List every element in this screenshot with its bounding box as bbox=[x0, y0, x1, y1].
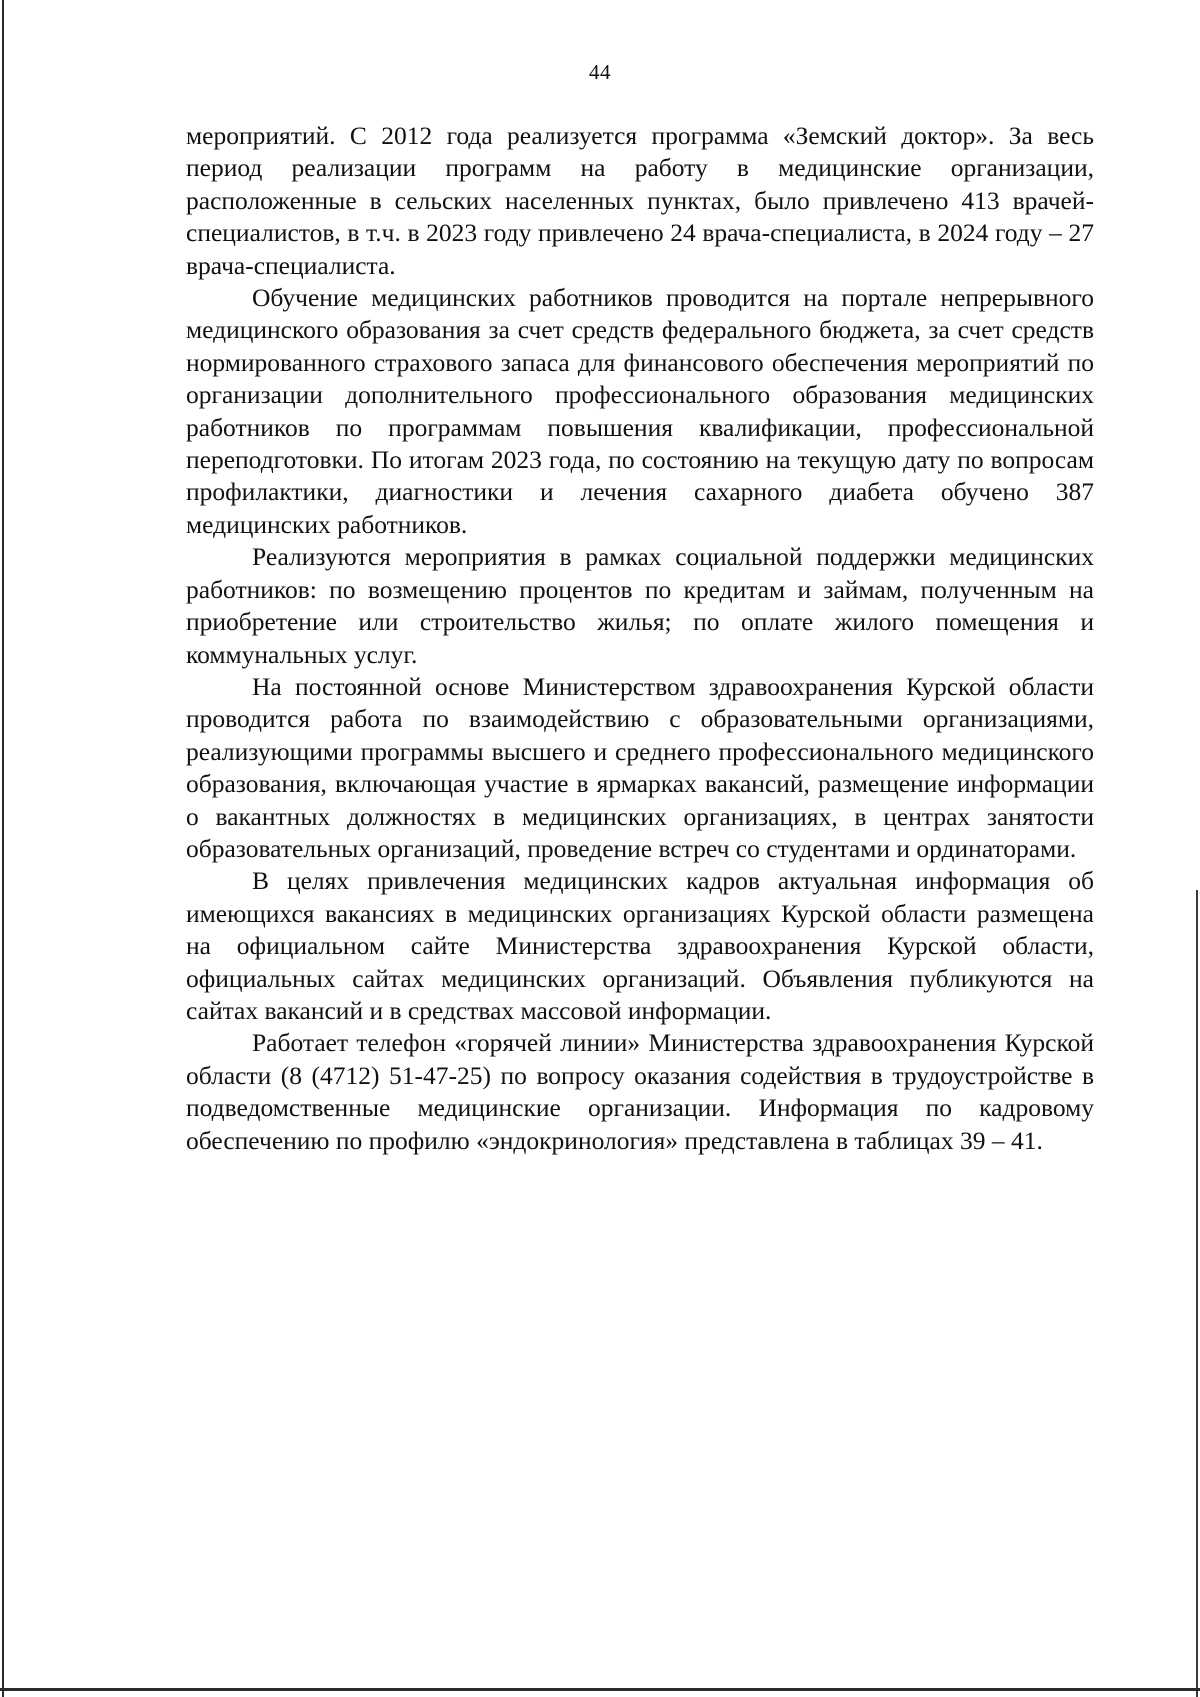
paragraph-social-support: Реализуются мероприятия в рамках социальной поддержки медицинских работников: по возмещению процентов по кредитам и займам, полученным на приобретение или строительство жилья; по оплате жилого помещения и коммунальных услуг. bbox=[186, 542, 1094, 669]
paragraph-hotline: Работает телефон «горячей линии» Министерства здравоохранения Курской области (8 (4712) 51-47-25) по вопросу оказания содействия в трудоустройстве в подведомственные медицинские организации. Информация по кадровому обеспечению по профилю «эндокринология» представлена в таблицах 39 – 41. bbox=[186, 1028, 1094, 1155]
scan-border-left bbox=[2, 0, 4, 1697]
paragraph-vacancies: В целях привлечения медицинских кадров актуальная информация об имеющихся вакансиях в медицинских организациях Курской области размещена на официальном сайте Министерства здравоохранения Курской области, официальных сайтах медицинских организаций. Объявления публикуются на сайтах вакансий и в средствах массовой информации. bbox=[186, 866, 1094, 1025]
paragraph-continuation: мероприятий. С 2012 года реализуется программа «Земский доктор». За весь период реализации программ на работу в медицинские организации, расположенные в сельских населенных пунктах, было привлечено 413 врачей-специалистов, в т.ч. в 2023 году привлечено 24 врача-специалиста, в 2024 году – 27 врача-специалиста. bbox=[186, 121, 1094, 280]
scan-border-right bbox=[1196, 890, 1198, 1697]
scan-border-bottom bbox=[0, 1688, 1200, 1691]
paragraph-training: Обучение медицинских работников проводится на портале непрерывного медицинского образования за счет средств федерального бюджета, за счет средств нормированного страхового запаса для финансового обеспечения мероприятий по организации дополнительного профессионального образования медицинских работников по программам повышения квалификации, профессиональной переподготовки. По итогам 2023 года, по состоянию на текущую дату по вопросам профилактики, диагностики и лечения сахарного диабета обучено 387 медицинских работников. bbox=[186, 283, 1094, 539]
page-number: 44 bbox=[589, 60, 611, 84]
document-body bbox=[186, 120, 1094, 1157]
paragraph-education-cooperation: На постоянной основе Министерством здравоохранения Курской области проводится работа по взаимодействию с образовательными организациями, реализующими программы высшего и среднего профессионального медицинского образования, включающая участие в ярмарках вакансий, размещение информации о вакантных должностях в медицинских организациях, в центрах занятости образовательных организаций, проведение встреч со студентами и ординаторами. bbox=[186, 671, 1094, 863]
